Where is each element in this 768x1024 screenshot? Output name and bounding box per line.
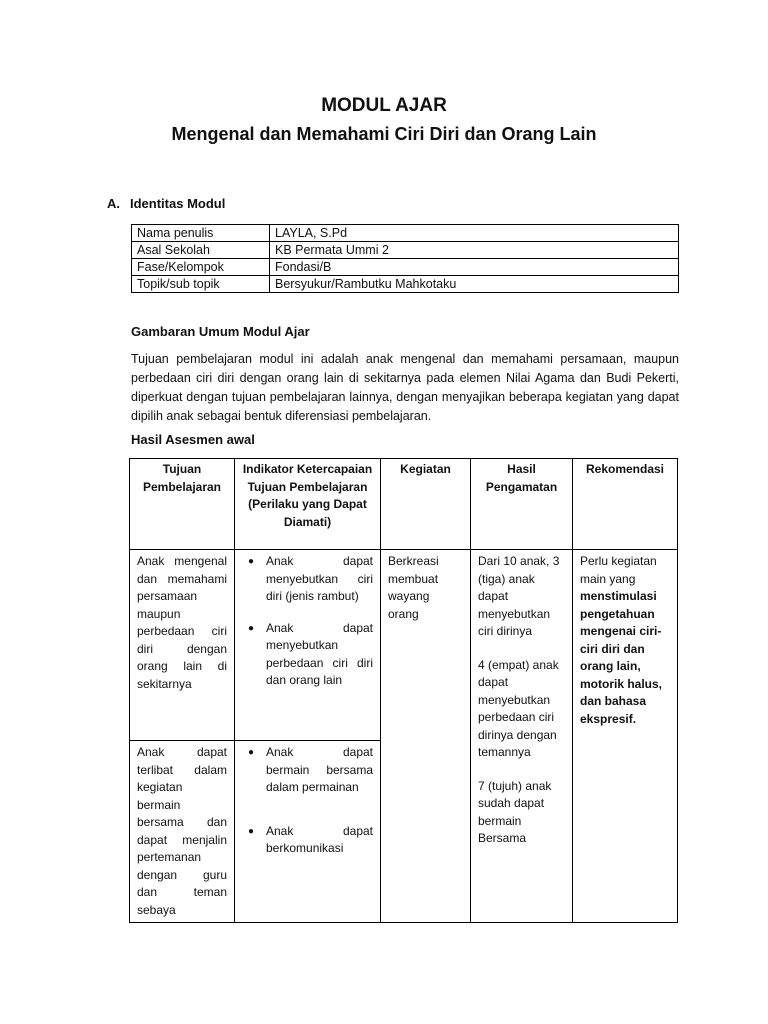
hasil-cell [471, 550, 573, 923]
indikator-cell [235, 550, 381, 741]
table-row [132, 276, 679, 293]
gambaran-paragraph: Tujuan pembelajaran modul ini adalah anak mengenal dan memahami persamaan, maupun perbedaan ciri diri dengan orang lain di sekitarnya pada elemen Nilai Agama dan Budi Pekerti, diperkuat dengan tujuan pembelajaran lainnya, dengan menyajikan beberapa kegiatan yang dapat dipilih anak sebagai bentuk diferensiasi pembelajaran. [131, 352, 679, 423]
tujuan-cell: Anak dapat terlibat dalam kegiatan bermain bersama dan dapat menjalin pertemanan dengan guru dan teman sebaya [130, 741, 235, 923]
identity-key: Asal Sekolah [132, 242, 270, 259]
kegiatan-cell: Berkreasi membuat wayang orang [381, 550, 471, 923]
document-title: MODUL AJAR [321, 95, 447, 116]
section-a-heading [107, 196, 225, 211]
document-subtitle: Mengenal dan Memahami Ciri Diri dan Orang Lain [171, 124, 597, 144]
table-row [132, 242, 679, 259]
indikator-list [242, 744, 373, 858]
column-header: Kegiatan [381, 459, 471, 550]
list-item: ● Anak dapat menyebutkan perbedaan ciri diri dan orang lain [266, 620, 373, 690]
column-header: Tujuan Pembelajaran [130, 459, 235, 550]
column-header: Indikator Ketercapaian Tujuan Pembelajaran (Perilaku yang Dapat Diamati) [235, 459, 381, 550]
asesmen-table [129, 458, 678, 923]
hasil-item: 4 (empat) anak dapat menyebutkan perbedaan ciri dirinya dengan temannya [478, 657, 559, 759]
column-header: Rekomendasi [573, 459, 678, 550]
rekomendasi-text: Perlu kegiatan main yang [580, 554, 657, 586]
identity-key: Fase/Kelompok [132, 259, 270, 276]
table-header-row [130, 459, 678, 550]
identity-table [131, 224, 679, 293]
section-number: A. [107, 196, 120, 211]
list-item: ● Anak dapat bermain bersama dalam permainan [266, 744, 373, 797]
hasil-item: Dari 10 anak, 3 (tiga) anak dapat menyebutkan ciri dirinya [478, 554, 560, 638]
column-header: Hasil Pengamatan [471, 459, 573, 550]
identity-value: Fondasi/B [270, 259, 679, 276]
list-item: ● Anak dapat menyebutkan ciri diri (jenis rambut) [266, 553, 373, 606]
section-title: Identitas Modul [130, 196, 226, 211]
list-item: ● Anak dapat berkomunikasi [266, 823, 373, 858]
identity-value: LAYLA, S.Pd [270, 225, 679, 242]
table-row [130, 550, 678, 741]
table-row [132, 225, 679, 242]
identity-key: Nama penulis [132, 225, 270, 242]
gambaran-heading: Gambaran Umum Modul Ajar [131, 324, 310, 339]
identity-key: Topik/sub topik [132, 276, 270, 293]
hasil-item: 7 (tujuh) anak sudah dapat bermain Bersama [478, 778, 552, 845]
table-row [132, 259, 679, 276]
rekomendasi-cell [573, 550, 678, 923]
identity-value: Bersyukur/Rambutku Mahkotaku [270, 276, 679, 293]
asesmen-heading: Hasil Asesmen awal [131, 432, 255, 447]
rekomendasi-emphasis: menstimulasi pengetahuan mengenai ciri-ciri diri dan orang lain, motorik halus, dan bahasa ekspresif. [580, 589, 663, 726]
tujuan-cell: Anak mengenal dan memahami persamaan maupun perbedaan ciri diri dengan orang lain di sekitarnya [130, 550, 235, 741]
indikator-cell [235, 741, 381, 923]
indikator-list [242, 553, 373, 690]
identity-value: KB Permata Ummi 2 [270, 242, 679, 259]
